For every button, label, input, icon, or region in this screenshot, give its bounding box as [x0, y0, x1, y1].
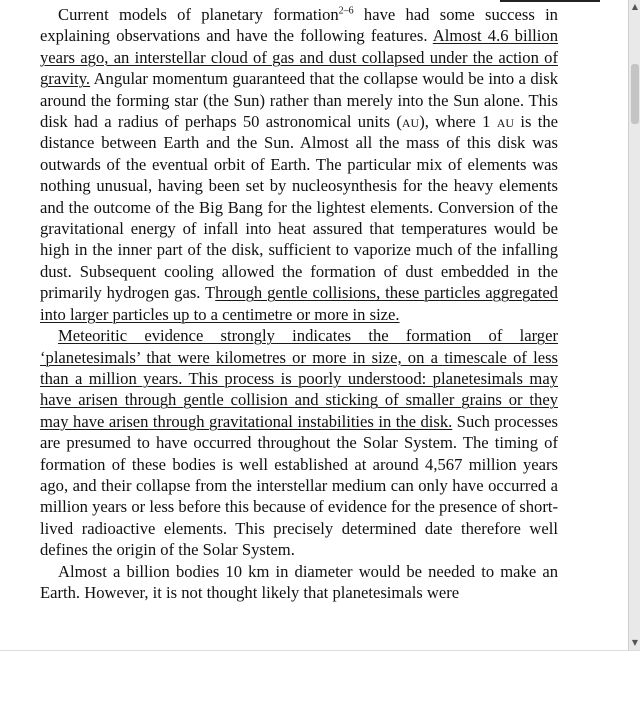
paragraph-3[interactable]: Almost a billion bodies 10 km in diameter would be needed to make an Earth. However, it is not thought likely that planetesimals were [40, 561, 558, 602]
vertical-scrollbar[interactable] [628, 0, 640, 650]
small-caps-unit: au [496, 112, 515, 132]
annotation-underline: hrough gentle collisions, these particles aggregated into larger particles up to a centimetre or more in size. [40, 283, 558, 324]
scroll-thumb[interactable] [631, 64, 639, 124]
top-rule [500, 0, 600, 2]
scroll-up-icon[interactable]: ▲ [631, 2, 639, 11]
blank-footer-area [0, 650, 640, 716]
annotation-underline: Almost 4.6 billion years ago, an interstellar cloud of gas and dust collapsed under the action of gravity. [40, 26, 558, 89]
document-text[interactable] [40, 4, 558, 603]
small-caps-unit: au [401, 112, 420, 132]
paragraph-1[interactable]: Current models of planetary formation$^{2-6}$ have had some success in explaining observations and have the following features. Almost 4.6 billion years ago, an interstellar cloud of gas and dust collapsed under the action of gravity. Angular momentum guaranteed that the collapse would be into a disk around the forming star (the Sun) rather than merely into the Sun alone. This disk had a radius of perhaps 50 astronomical units (au), where 1 au is the distance between Earth and the Sun. Almost all the mass of this disk was outwards of the eventual orbit of Earth. The particular mix of elements was nothing unusual, having been set by nucleosynthesis for the heavy elements and the outcome of the Big Bang for the lightest elements. Conversion of the gravitational energy of infall into heat assured that temperatures would be high in the inner part of the disk, sufficient to vaporize much of the infalling dust. Subsequent cooling allowed the formation of dust embedded in the primarily hydrogen gas. Through gentle collisions, these particles aggregated into larger particles up to a centimetre or more in size. [40, 5, 558, 324]
annotation-underline: Meteoritic evidence strongly indicates the formation of larger ‘planetesimals’ that were kilometres or more in size, on a timescale of less than a million years. This process is poorly understood: planetesimals may have arisen through gentle collision and sticking of smaller grains or they may have arisen through gravitational instabilities in the disk. [40, 326, 558, 431]
scroll-down-icon[interactable]: ▼ [631, 638, 639, 647]
paragraph-2[interactable]: Meteoritic evidence strongly indicates the formation of larger ‘planetesimals’ that were kilometres or more in size, on a timescale of less than a million years. This process is poorly understood: planetesimals may have arisen through gentle collision and sticking of smaller grains or they may have arisen through gravitational instabilities in the disk. Such processes are presumed to have occurred throughout the Solar System. The timing of formation of these bodies is well established at around 4,567 million years ago, and their collapse from the interstellar medium can only have occurred a million years or less before this because of evidence for the presence of short-lived radioactive elements. This precisely determined date therefore well defines the origin of the Solar System. [40, 326, 559, 560]
citation-superscript: 2–6 [338, 5, 354, 17]
